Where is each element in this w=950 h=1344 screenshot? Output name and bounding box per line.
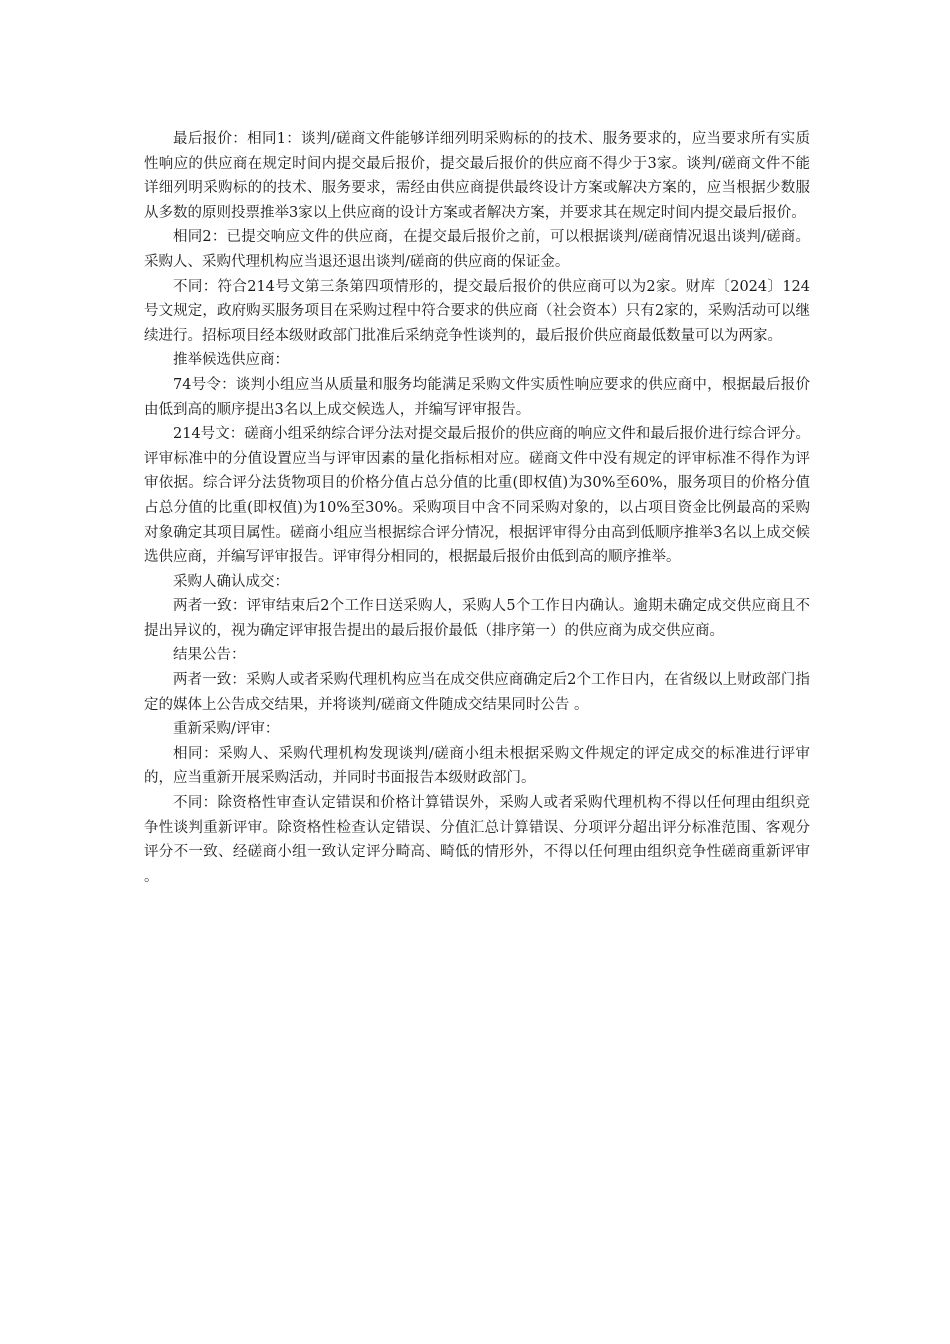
heading-result-announcement: 结果公告： bbox=[173, 647, 246, 664]
paragraph-same-2: 相同2：已提交响应文件的供应商，在提交最后报价之前，可以根据谈判/磋商情况退出谈判/磋商。采购人、采购代理机构应当退还退出谈判/磋商的供应商的保证金。 bbox=[144, 229, 810, 270]
paragraph-confirm-consistent: 两者一致：评审结束后2个工作日送采购人，采购人5个工作日内确认。逾期未确定成交供应商且不提出异议的，视为确定评审报告提出的最后报价最低（排序第一）的供应商为成交供应商。 bbox=[144, 598, 810, 639]
heading-recommend-candidates: 推举候选供应商： bbox=[173, 352, 289, 369]
document-body bbox=[144, 127, 810, 889]
paragraph-final-quote: 最后报价：相同1：谈判/磋商文件能够详细列明采购标的的技术、服务要求的，应当要求所有实质性响应的供应商在规定时间内提交最后报价，提交最后报价的供应商不得少于3家。谈判/磋商文件不能详细列明采购标的的技术、服务要求，需经由供应商提供最终设计方案或解决方案的，应当根据少数服从多数的原则投票推举3家以上供应商的设计方案或者解决方案，并要求其在规定时间内提交最后报价。 bbox=[144, 131, 810, 221]
paragraph-order-74: 74号令：谈判小组应当从质量和服务均能满足采购文件实质性响应要求的供应商中，根据最后报价由低到高的顺序提出3名以上成交候选人，并编写评审报告。 bbox=[144, 376, 810, 418]
paragraph-difference: 不同：符合214号文第三条第四项情形的，提交最后报价的供应商可以为2家。财库〔2024〕124号文规定，政府购买服务项目在采购过程中符合要求的供应商（社会资本）只有2家的，采购活动可以继续进行。招标项目经本级财政部门批准后采纳竞争性谈判的，最后报价供应商最低数量可以为两家。 bbox=[144, 278, 810, 344]
heading-re-procurement: 重新采购/评审： bbox=[173, 721, 280, 738]
paragraph-re-procurement-difference: 不同：除资格性审查认定错误和价格计算错误外，采购人或者采购代理机构不得以任何理由组织竞争性谈判重新评审。除资格性检查认定错误、分值汇总计算错误、分项评分超出评分标准范围、客观分评分不一致、经磋商小组一致认定评分畸高、畸低的情形外，不得以任何理由组织竞争性磋商重新评审 。 bbox=[144, 795, 810, 885]
heading-purchaser-confirm: 采购人确认成交： bbox=[173, 573, 289, 590]
paragraph-re-procurement-same: 相同：采购人、采购代理机构发现谈判/磋商小组未根据采购文件规定的评定成交的标准进行评审的，应当重新开展采购活动，并同时书面报告本级财政部门。 bbox=[144, 745, 810, 787]
paragraph-doc-214: 214号文：磋商小组采纳综合评分法对提交最后报价的供应商的响应文件和最后报价进行综合评分。评审标准中的分值设置应当与评审因素的量化指标相对应。磋商文件中没有规定的评审标准不得作为评审依据。综合评分法货物项目的价格分值占总分值的比重(即权值)为30%至60%，服务项目的价格分值占总分值的比重(即权值)为10%至30%。采购项目中含不同采购对象的，以占项目资金比例最高的采购对象确定其项目属性。磋商小组应当根据综合评分情况，根据评审得分由高到低顺序推举3名以上成交候选供应商，并编写评审报告。评审得分相同的，根据最后报价由低到高的顺序推举。 bbox=[144, 426, 810, 566]
paragraph-announcement-consistent: 两者一致：采购人或者采购代理机构应当在成交供应商确定后2个工作日内，在省级以上财政部门指定的媒体上公告成交结果，并将谈判/磋商文件随成交结果同时公告 。 bbox=[144, 672, 810, 713]
